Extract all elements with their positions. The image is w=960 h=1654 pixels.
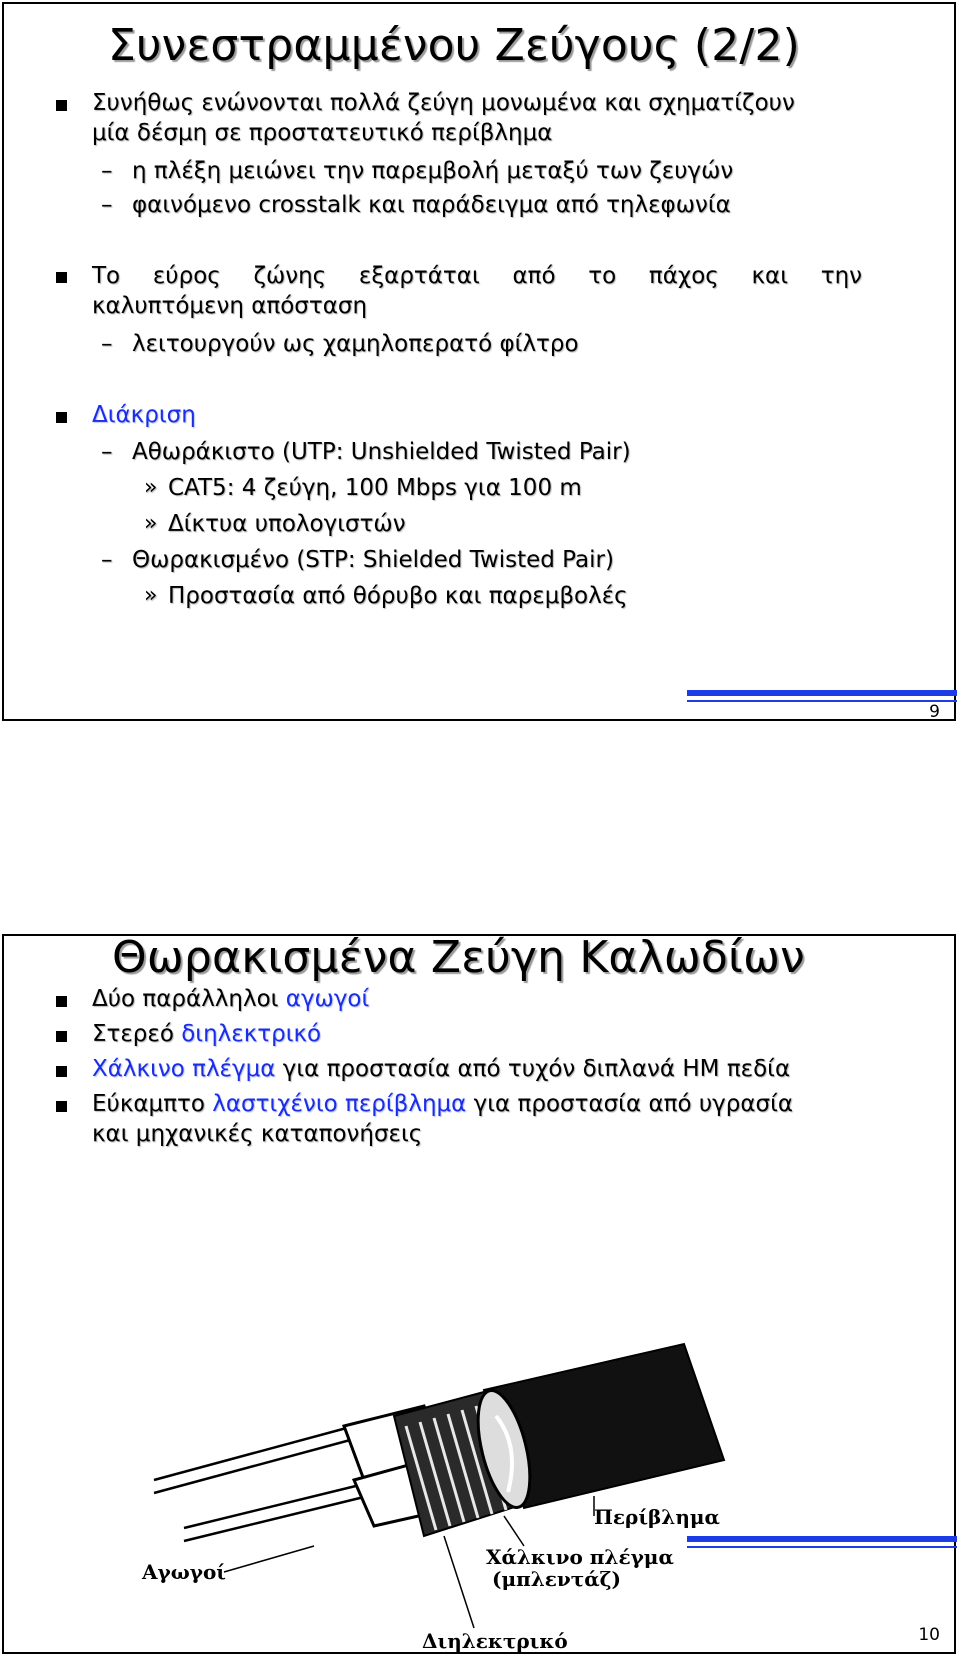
bullet-square-icon [56, 412, 67, 423]
copper-braid-link[interactable]: Χάλκινο πλέγμα [92, 1056, 276, 1082]
bullet-text [92, 1089, 793, 1119]
bullet-text-continued: καλυπτόμενη απόσταση [92, 293, 368, 319]
bullet-text [92, 984, 369, 1014]
sub-sub-bullet-text: Δίκτυα υπολογιστών [168, 511, 406, 537]
dielectric-link[interactable]: διηλεκτρικό [181, 1021, 322, 1047]
dash-marker: – [101, 158, 113, 184]
bullet-plain-text: Στερεό [92, 1021, 182, 1047]
conductors-link[interactable]: αγωγοί [285, 986, 370, 1012]
bullet-square-icon [56, 272, 67, 283]
sub-bullet-text: Θωρακισμένο (STP: Shielded Twisted Pair) [132, 547, 614, 573]
bullet-plain-text: Εύκαμπτο [92, 1091, 213, 1117]
page-number: 10 [918, 1625, 940, 1645]
conductors-graphic [154, 1426, 364, 1541]
slide-title: Συνεστραμμένου Ζεύγους (2/2) [108, 20, 801, 71]
dielectric-label: Διηλεκτρικό [422, 1629, 568, 1653]
slide-10 [2, 934, 956, 1654]
slide-title: Θωρακισμένα Ζεύγη Καλωδίων [112, 932, 805, 983]
conductors-label: Αγωγοί [142, 1560, 226, 1584]
bullet-square-icon [56, 1101, 67, 1112]
sub-sub-bullet-text: CAT5: 4 ζεύγη, 100 Mbps για 100 m [168, 475, 582, 501]
rubber-jacket-link[interactable]: λαστιχένιο περίβλημα [212, 1091, 467, 1117]
footer-rule-thin [687, 1546, 957, 1548]
raquo-marker: » [144, 475, 158, 500]
footer-rule [687, 1536, 957, 1542]
bullet-text-continued: και μηχανικές καταπονήσεις [92, 1121, 423, 1147]
bullet-text-continued: μία δέσμη σε προστατευτικό περίβλημα [92, 120, 553, 146]
sub-bullet-text: η πλέξη μειώνει την παρεμβολή μεταξύ των ζευγών [132, 158, 734, 184]
footer-rule [687, 690, 957, 696]
distinction-link[interactable]: Διάκριση [92, 402, 196, 428]
sub-bullet-text: Αθωράκιστο (UTP: Unshielded Twisted Pair) [132, 439, 631, 465]
bullet-text: Το εύρος ζώνης εξαρτάται από το πάχος και την [92, 263, 862, 289]
bullet-text [92, 1054, 790, 1084]
jacket-graphic [468, 1344, 724, 1513]
bullet-square-icon [56, 996, 67, 1007]
slide-9 [2, 2, 956, 721]
jacket-label: Περίβλημα [594, 1505, 720, 1529]
bullet-plain-text: για προστασία από τυχόν διπλανά ΗΜ πεδία [275, 1056, 791, 1082]
shielded-cable-figure [124, 1396, 764, 1653]
raquo-marker: » [144, 583, 158, 608]
sub-sub-bullet-text: Προστασία από θόρυβο και παρεμβολές [168, 583, 628, 609]
bullet-text [92, 1019, 321, 1049]
dash-marker: – [101, 547, 113, 573]
raquo-marker: » [144, 511, 158, 536]
bullet-plain-text: Δύο παράλληλοι [92, 986, 286, 1012]
dash-marker: – [101, 439, 113, 465]
braid-label-note: (μπλεντάζ) [492, 1567, 621, 1591]
page-number: 9 [929, 702, 940, 722]
dash-marker: – [101, 192, 113, 218]
bullet-plain-text: για προστασία από υγρασία [466, 1091, 794, 1117]
footer-rule-thin [687, 700, 957, 702]
sub-bullet-text: φαινόμενο crosstalk και παράδειγμα από τηλεφωνία [132, 192, 731, 218]
bullet-square-icon [56, 1066, 67, 1077]
braid-label: Χάλκινο πλέγμα [486, 1545, 674, 1569]
bullet-square-icon [56, 100, 67, 111]
dash-marker: – [101, 331, 113, 357]
bullet-text: Συνήθως ενώνονται πολλά ζεύγη μονωμένα και σχηματίζουν [92, 90, 795, 116]
bullet-square-icon [56, 1031, 67, 1042]
sub-bullet-text: λειτουργούν ως χαμηλοπερατό φίλτρο [132, 331, 579, 357]
